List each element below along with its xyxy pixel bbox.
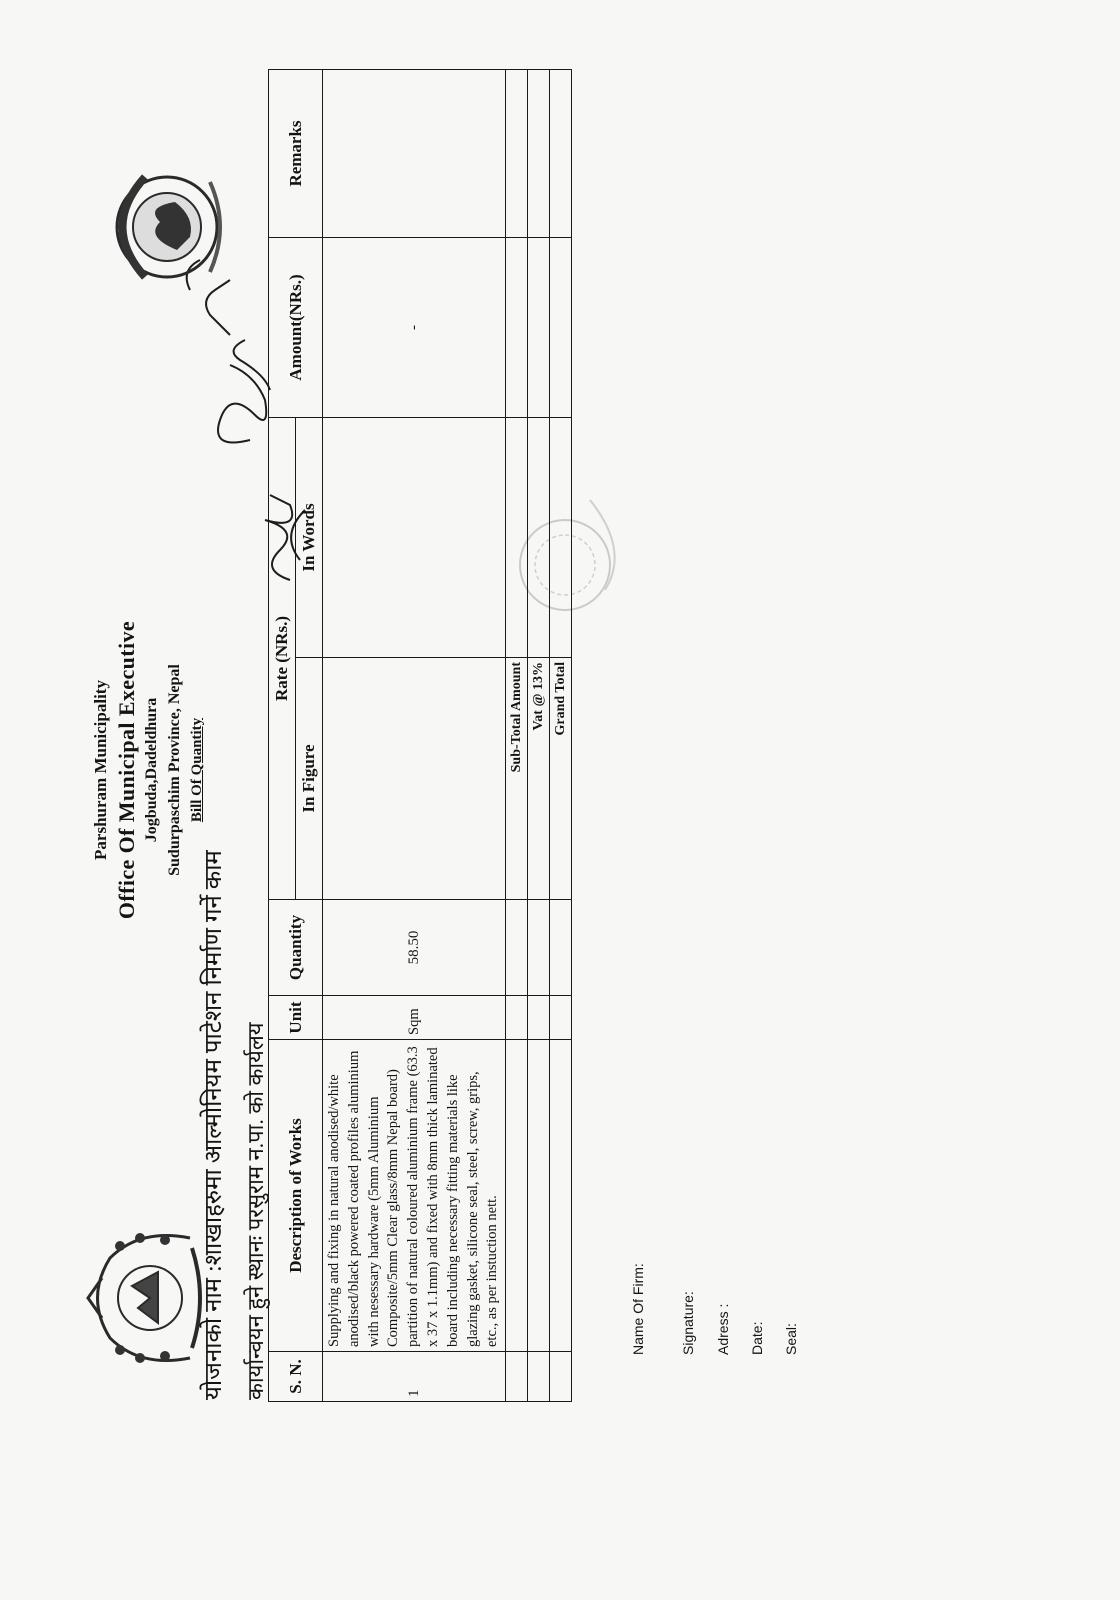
- municipality-logo-icon: [105, 162, 235, 292]
- subtotal-label: Sub-Total Amount: [506, 658, 528, 900]
- date-label: Date:: [749, 1321, 765, 1355]
- office-address: Jogbuda,Dadeldhura: [143, 697, 160, 843]
- header-in-figure: In Figure: [296, 658, 323, 900]
- address-label: Adress :: [715, 1303, 731, 1355]
- project-name: योजनाको नाम :शाखाहरुमा आल्मोनियम पाटेशन निर्माण गर्ने काम: [201, 850, 227, 1400]
- project-location: कार्यान्वयन हुने स्थानः परसुराम न.पा. को कार्यलय: [243, 1022, 268, 1400]
- header-description: Description of Works: [269, 1040, 323, 1352]
- vat-row: [528, 69, 550, 1401]
- grand-total-label: Grand Total: [550, 658, 572, 900]
- row-unit: Sqm: [323, 996, 506, 1040]
- row-rate-figure: [323, 658, 506, 900]
- municipality-name: Parshuram Municipality: [91, 680, 110, 860]
- row-quantity: 58.50: [323, 900, 506, 996]
- row-rate-words: [323, 417, 506, 657]
- header-sn: S. N.: [269, 1352, 323, 1402]
- grand-total-row: [550, 69, 572, 1401]
- office-name: Office Of Municipal Executive: [114, 620, 139, 920]
- header-rate: Rate (NRs.): [269, 417, 296, 899]
- office-province: Sudurpaschim Province, Nepal: [166, 664, 183, 876]
- government-emblem-icon: [80, 1218, 210, 1378]
- table-row: [323, 69, 506, 1401]
- seal-label: Seal:: [783, 1323, 799, 1355]
- header-amount: Amount(NRs.): [269, 237, 323, 417]
- header-unit: Unit: [269, 996, 323, 1040]
- header-quantity: Quantity: [269, 900, 323, 996]
- signature-label: Signature:: [680, 1291, 696, 1355]
- firm-name-label: Name Of Firm:: [630, 1263, 646, 1355]
- boq-table: [268, 69, 572, 1402]
- row-remarks: [323, 69, 506, 237]
- vat-label: Vat @ 13%: [528, 658, 550, 900]
- row-description: Supplying and fixing in natural anodised/white anodised/black powered coated profiles aluminium with nesessary hardware (5mm Aluminium Composite/5mm Clear glass/8mm Nepal board) partition of natural coloured aluminium frame (63.3 x 37 x 1.1mm) and fixed with 8mm thick laminated board including necessary fitting materials like glazing gasket, silicone seal, steel, screw, grips, etc., as per instuction nett.: [323, 1040, 506, 1352]
- row-sn: 1: [323, 1352, 506, 1402]
- header-in-words: In Words: [296, 417, 323, 657]
- subtotal-row: [506, 69, 528, 1401]
- row-amount: -: [323, 237, 506, 417]
- document-title: Bill Of Quantity: [189, 717, 205, 823]
- table-header-row: [269, 69, 296, 1401]
- header-remarks: Remarks: [269, 69, 323, 237]
